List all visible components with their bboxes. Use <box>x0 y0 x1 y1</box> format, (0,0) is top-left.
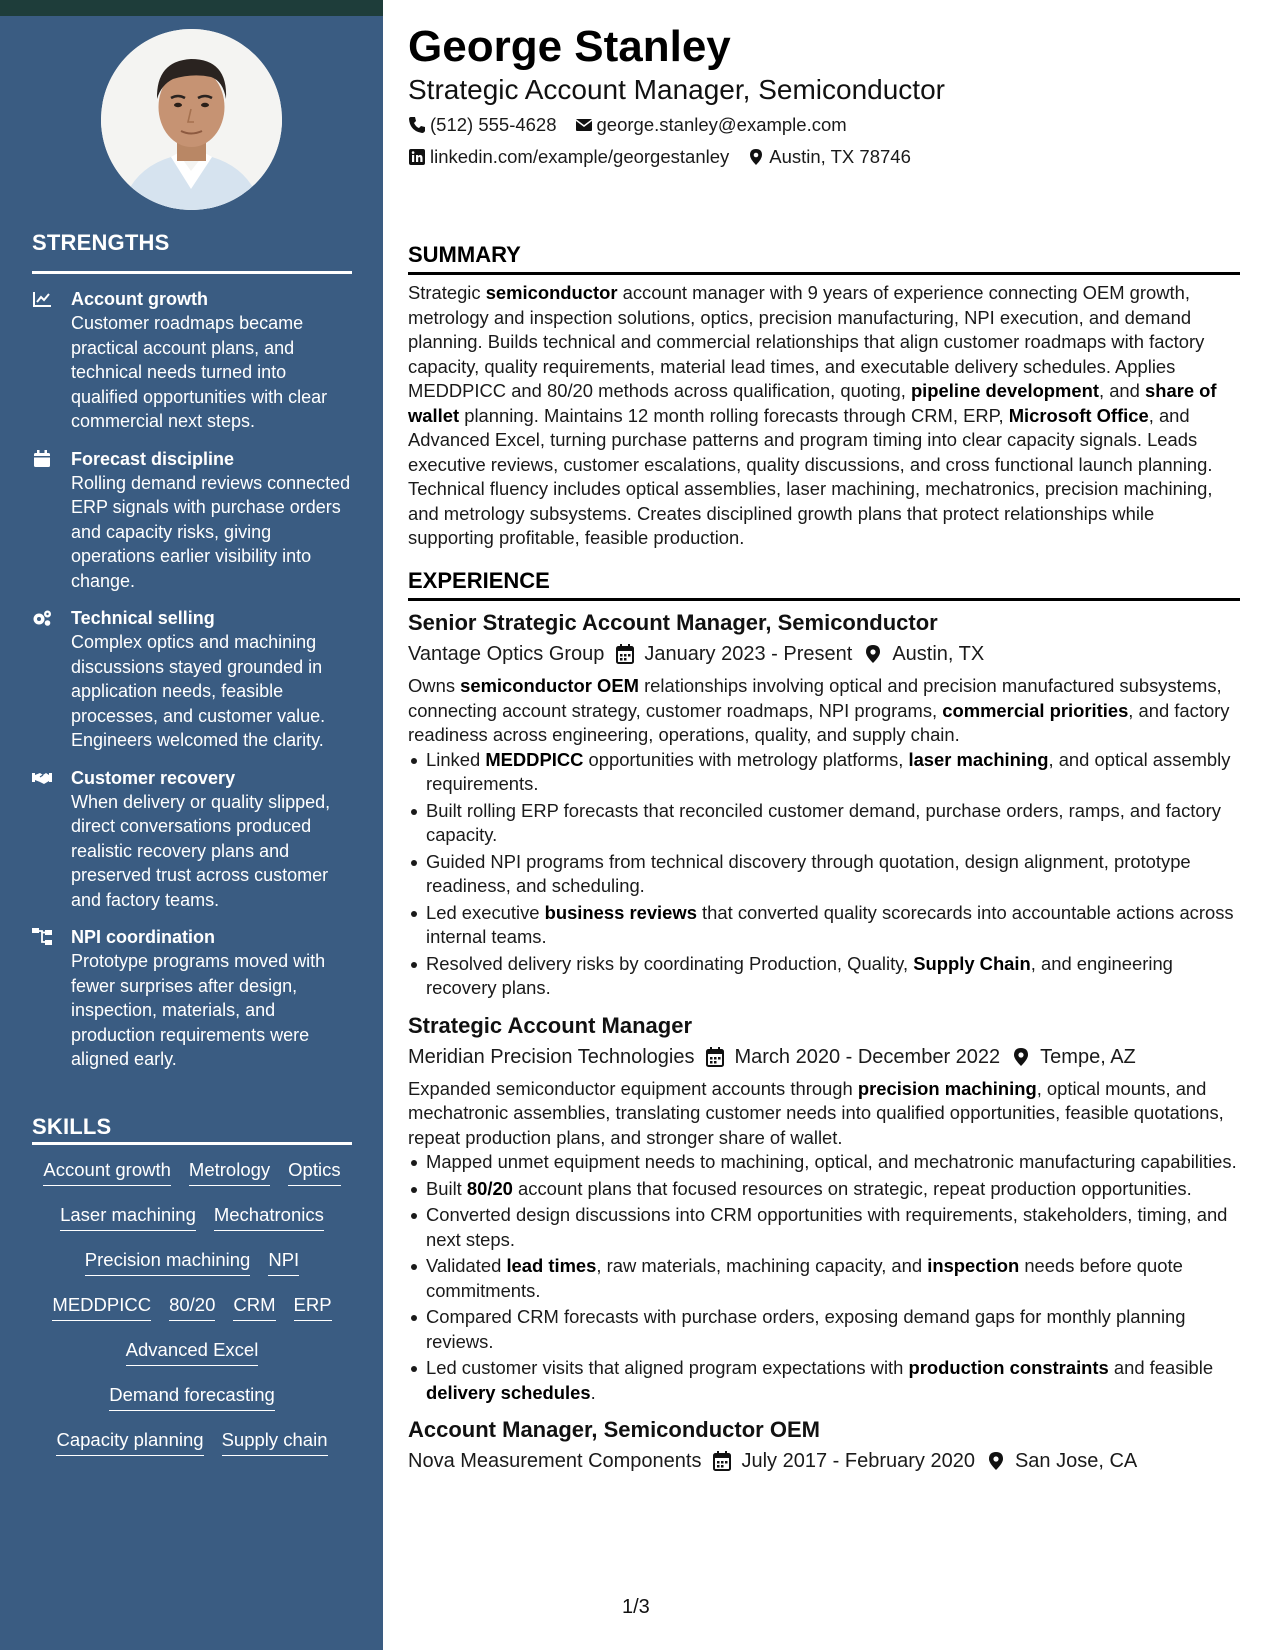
skill-tag: Supply chain <box>222 1428 328 1456</box>
skill-row <box>32 1203 352 1248</box>
linkedin-text: linkedin.com/example/georgestanley <box>430 146 730 167</box>
skills-title: SKILLS <box>32 1114 112 1139</box>
text-segment: Validated <box>426 1255 507 1276</box>
text-segment: , raw materials, machining capacity, and <box>596 1255 928 1276</box>
bullet-item <box>408 748 1240 797</box>
strengths-list <box>32 287 352 1085</box>
linkedin-contact[interactable] <box>408 146 729 168</box>
calendar-icon <box>32 447 71 594</box>
text-segment: , and factory readiness across engineering, operations, quality, and supply chain. <box>408 699 1230 745</box>
job-location <box>987 1445 1137 1477</box>
strength-item <box>32 766 352 913</box>
experience-title: EXPERIENCE <box>408 568 550 593</box>
text-segment: Converted design discussions into CRM opportunities with requirements, stakeholders, timing, and next steps. <box>426 1204 1228 1250</box>
job-entry <box>408 608 1240 1001</box>
company-name: Vantage Optics Group <box>408 643 605 665</box>
location-contact <box>747 146 911 168</box>
text-segment: , and <box>1098 380 1145 401</box>
skill-row <box>32 1338 352 1383</box>
text-segment: Expanded semiconductor equipment accounts through <box>408 1077 858 1099</box>
strengths-divider <box>32 271 352 274</box>
strengths-title: STRENGTHS <box>32 230 170 255</box>
company-name: Nova Measurement Components <box>408 1450 702 1472</box>
text-segment: Linked <box>426 748 486 770</box>
map-pin-icon <box>987 1451 1005 1471</box>
text-segment: Led executive <box>426 901 545 923</box>
bold-keyword: Microsoft Office <box>1008 404 1149 426</box>
text-segment: relationships involving optical and precision manufactured subsystems, connecting account strategy, customer roadmaps, NPI programs, <box>408 675 1222 721</box>
text-segment: opportunities with metrology platforms, <box>583 748 909 770</box>
skill-tag: Capacity planning <box>56 1428 203 1456</box>
skill-tag: MEDDPICC <box>52 1293 151 1321</box>
job-bullets <box>408 748 1240 1001</box>
job-title: Senior Strategic Account Manager, Semiconductor <box>408 610 938 635</box>
text-segment: , and optical assembly requirements. <box>426 748 1231 794</box>
dates-text: March 2020 - December 2022 <box>734 1045 1001 1068</box>
email-contact[interactable] <box>575 114 847 136</box>
bold-keyword: Supply Chain <box>913 952 1031 974</box>
text-segment: , and engineering recovery plans. <box>426 952 1173 998</box>
skill-row <box>32 1428 352 1473</box>
bold-keyword: share of wallet <box>408 380 1217 426</box>
strength-item <box>32 447 352 594</box>
experience-divider <box>408 598 1240 601</box>
phone-text: (512) 555-4628 <box>430 114 557 135</box>
candidate-name: George Stanley <box>408 22 731 71</box>
text-segment: Built rolling ERP forecasts that reconciled customer demand, purchase orders, ramps, and factory capacity. <box>426 799 1221 845</box>
calendar-icon <box>616 644 634 664</box>
bold-keyword: MEDDPICC <box>485 748 584 770</box>
job-meta <box>408 638 1240 670</box>
bullet-item <box>408 1305 1240 1354</box>
strength-title: Account growth <box>71 289 208 309</box>
job-title: Account Manager, Semiconductor OEM <box>408 1417 820 1442</box>
bullet-item <box>408 1254 1240 1303</box>
calendar-icon <box>706 1047 724 1067</box>
skill-tag: NPI <box>268 1248 299 1276</box>
skills-list <box>32 1158 352 1473</box>
bold-keyword: 80/20 <box>466 1177 513 1199</box>
text-segment: planning. Maintains 12 month rolling forecasts through CRM, ERP, <box>459 404 1009 426</box>
strength-title: Customer recovery <box>71 767 236 788</box>
skill-row <box>32 1248 352 1293</box>
bold-keyword: delivery schedules <box>426 1381 591 1403</box>
text-segment: Built <box>426 1177 467 1199</box>
phone-contact <box>408 114 557 136</box>
text-segment: Mapped unmet equipment needs to machining, optical, and mechatronic manufacturing capabilities. <box>426 1151 1237 1172</box>
strength-title: NPI coordination <box>71 927 215 947</box>
strength-title: Technical selling <box>71 608 215 628</box>
text-segment: Resolved delivery risks by coordinating Production, Quality, <box>426 952 914 974</box>
calendar-icon <box>713 1451 731 1471</box>
bullet-item <box>408 901 1240 950</box>
text-segment: Strategic <box>408 282 486 303</box>
bold-keyword: production constraints <box>908 1357 1109 1378</box>
company-name: Meridian Precision Technologies <box>408 1045 695 1068</box>
text-segment: . <box>590 1381 596 1403</box>
location-text: Austin, TX 78746 <box>769 146 911 167</box>
skill-tag: 80/20 <box>169 1293 215 1321</box>
bullet-item <box>408 850 1240 899</box>
skill-tag: Mechatronics <box>214 1203 324 1231</box>
skill-tag: Advanced Excel <box>126 1338 259 1366</box>
skill-tag: Account growth <box>43 1158 171 1186</box>
bold-keyword: pipeline development <box>910 380 1099 401</box>
skill-tag: Laser machining <box>60 1203 196 1231</box>
text-segment: Compared CRM forecasts with purchase orders, exposing demand gaps for monthly planning reviews. <box>426 1306 1186 1352</box>
text-segment: account manager with 9 years of experience connecting OEM growth, metrology and inspection solutions, optics, precision manufacturing, NPI execution, and demand planning. Builds technical and commercial relationships that align customer roadmaps with factory capacity, quality requirements, material lead times, and executable delivery schedules. Applies MEDDPICC and 80/20 methods across qualification, quoting, <box>408 282 1205 401</box>
skill-tag: CRM <box>233 1293 275 1321</box>
text-segment: Led customer visits that aligned program expectations with <box>426 1357 909 1378</box>
chart-line-icon <box>32 287 71 434</box>
location-text: Tempe, AZ <box>1040 1045 1136 1068</box>
strength-item <box>32 287 352 434</box>
text-segment: Owns <box>408 675 461 696</box>
skill-tag: ERP <box>294 1293 332 1321</box>
strength-description: Prototype programs moved with fewer surprises after design, inspection, materials, and production requirements were aligned early. <box>71 951 326 1069</box>
job-location <box>1012 1041 1136 1073</box>
dates-text: January 2023 - Present <box>644 643 853 665</box>
text-segment: and feasible <box>1108 1357 1214 1378</box>
summary-divider <box>408 272 1240 275</box>
job-summary <box>408 1077 1240 1151</box>
skill-tag: Precision machining <box>85 1248 251 1276</box>
job-dates <box>616 638 852 670</box>
phone-icon <box>408 116 426 134</box>
job-title: Strategic Account Manager <box>408 1012 693 1038</box>
envelope-icon <box>575 116 593 134</box>
strength-description: When delivery or quality slipped, direct conversations produced realistic recovery plans and preserved trust across customer and factory teams. <box>71 791 331 910</box>
text-segment: Guided NPI programs from technical discovery through quotation, design alignment, prototype readiness, and scheduling. <box>426 850 1191 896</box>
location-text: Austin, TX <box>892 643 985 665</box>
text-segment: needs before quote commitments. <box>426 1255 1183 1301</box>
linkedin-icon <box>408 148 426 166</box>
headline: Strategic Account Manager, Semiconductor <box>408 74 945 105</box>
location-text: San Jose, CA <box>1014 1450 1138 1472</box>
bullet-item <box>408 952 1240 1001</box>
email-text: george.stanley@example.com <box>596 114 847 135</box>
bold-keyword: precision machining <box>857 1077 1037 1099</box>
page-number: 1/3 <box>622 1596 650 1618</box>
bold-keyword: semiconductor <box>485 282 618 303</box>
bold-keyword: business reviews <box>544 901 697 923</box>
strength-item <box>32 925 352 1072</box>
strength-title: Forecast discipline <box>71 448 235 469</box>
job-location <box>864 638 984 670</box>
skill-row <box>32 1158 352 1203</box>
job-dates <box>706 1041 1000 1073</box>
map-pin-icon <box>864 644 882 664</box>
avatar <box>101 29 282 210</box>
strength-item <box>32 606 352 753</box>
skill-tag: Demand forecasting <box>109 1383 275 1411</box>
text-segment: account plans that focused resources on strategic, repeat production opportunities. <box>512 1177 1192 1199</box>
job-dates <box>713 1445 974 1477</box>
job-entry <box>408 1011 1240 1406</box>
skill-tag: Metrology <box>189 1158 270 1186</box>
text-segment: , optical mounts, and mechatronic assemblies, translating customer needs into qualified opportunities, feasible quotations, repeat production plans, and stronger share of wallet. <box>408 1077 1224 1148</box>
bullet-item <box>408 1203 1240 1252</box>
sitemap-icon <box>32 925 71 1072</box>
job-entry <box>408 1415 1240 1477</box>
job-meta <box>408 1445 1240 1477</box>
bold-keyword: commercial priorities <box>942 699 1129 721</box>
contact-row-2 <box>408 146 929 168</box>
handshake-icon <box>32 766 71 913</box>
text-segment: , and Advanced Excel, turning purchase patterns and program timing into clear capacity signals. Leads executive reviews, customer escalations, quality discussions, and cross functional launch planning. Technical fluency includes optical assemblies, laser machining, mechatronics, precision machining, and metrology subsystems. Creates disciplined growth plans that protect relationships while supporting profitable, feasible production. <box>408 404 1213 548</box>
gears-icon <box>32 606 71 753</box>
summary-text <box>408 281 1240 551</box>
map-pin-icon <box>1012 1047 1030 1067</box>
bullet-item <box>408 799 1240 848</box>
sidebar <box>0 0 383 1650</box>
job-meta <box>408 1041 1240 1073</box>
contact-row <box>408 114 865 136</box>
bold-keyword: laser machining <box>908 748 1049 770</box>
summary-title: SUMMARY <box>408 242 521 267</box>
map-pin-icon <box>747 148 765 166</box>
dates-text: July 2017 - February 2020 <box>741 1450 975 1472</box>
experience-list <box>408 608 1240 1487</box>
bullet-item <box>408 1150 1240 1175</box>
strength-description: Complex optics and machining discussions stayed grounded in application needs, feasible processes, and customer value. Engineers welcomed the clarity. <box>71 632 326 750</box>
bold-keyword: lead times <box>506 1255 597 1276</box>
skill-row <box>32 1293 352 1338</box>
sidebar-top-bar <box>0 0 383 16</box>
skills-divider <box>32 1142 352 1145</box>
bullet-item <box>408 1177 1240 1202</box>
strength-description: Customer roadmaps became practical account plans, and technical needs turned into qualified opportunities with clear commercial next steps. <box>71 313 328 431</box>
strength-description: Rolling demand reviews connected ERP signals with purchase orders and capacity risks, giving operations earlier visibility into change. <box>71 472 351 591</box>
bold-keyword: semiconductor OEM <box>460 675 639 696</box>
skill-tag: Optics <box>288 1158 340 1186</box>
bold-keyword: inspection <box>927 1255 1020 1276</box>
text-segment: that converted quality scorecards into accountable actions across internal teams. <box>426 901 1234 947</box>
job-summary <box>408 674 1240 748</box>
bullet-item <box>408 1356 1240 1405</box>
skill-row <box>32 1383 352 1428</box>
job-bullets <box>408 1150 1240 1405</box>
